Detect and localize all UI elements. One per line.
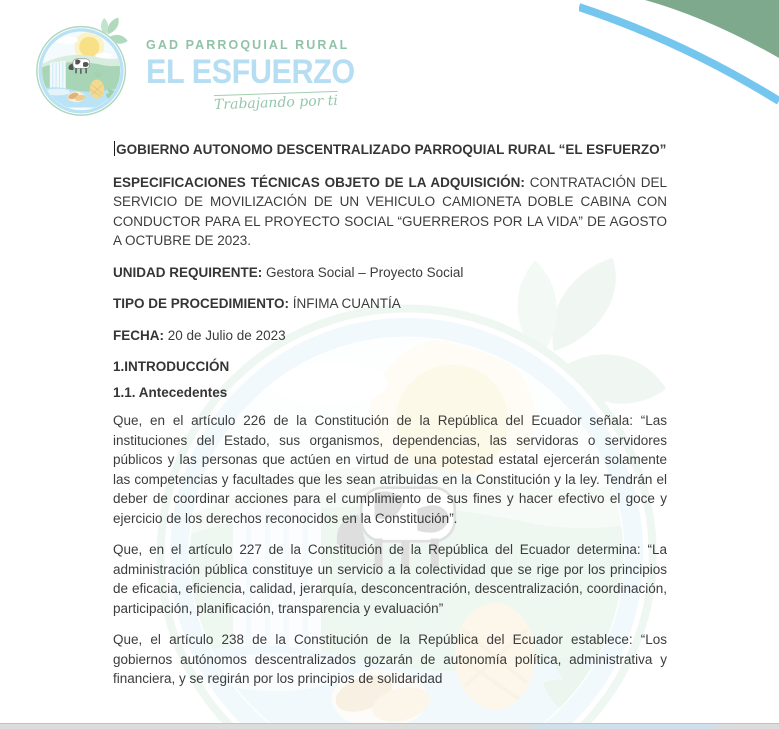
- parish-emblem-icon: [35, 17, 132, 119]
- text-cursor: [114, 141, 116, 156]
- field-fecha: [113, 326, 667, 346]
- object-label: ESPECIFICACIONES TÉCNICAS OBJETO DE LA ADQUISICIÓN:: [113, 174, 525, 190]
- corner-decoration: [579, 0, 779, 112]
- paragraph-articulo-226: Que, en el artículo 226 de la Constitución de la República del Ecuador señala: “Las instituciones del Estado, sus organismos, dependencias, las servidoras o servidores públicos y las personas que actúen en virtud de una potestad estatal ejercerán solamente las competencias y facultades que les sean atribuidas en la Constitución y la ley. Tendrán el deber de coordinar acciones para el cumplimiento de sus fines y hacer efectivo el goce y ejercicio de los derechos reconocidos en la Constitución”.: [113, 413, 667, 526]
- bottom-edge-bar[interactable]: [0, 723, 779, 729]
- field-tipo-procedimiento: [113, 294, 667, 314]
- logo-org-line: GAD PARROQUIAL RURAL: [146, 38, 350, 52]
- field-value: Gestora Social – Proyecto Social: [262, 264, 464, 280]
- logo-wordmark: [146, 38, 355, 114]
- subsection-heading-antecedentes: 1.1. Antecedentes: [113, 384, 228, 400]
- object-text: CONTRATACIÓN DEL SERVICIO DE MOVILIZACIÓN DE UN VEHICULO CAMIONETA DOBLE CABINA CON CONDUCTOR PARA EL PROYECTO SOCIAL “GUERREROS POR LA VIDA” DE AGOSTO A OCTUBRE DE 2023.: [113, 174, 667, 248]
- logo-org-name: EL ESFUERZO: [146, 53, 355, 91]
- paragraph-articulo-227: Que, en el artículo 227 de la Constitución de la República del Ecuador determina: “La administración pública constituye un servicio a la colectividad que se rige por los principios de eficacia, eficiencia, calidad, jerarquía, desconcentración, descentralización, coordinación, participación, planificación, transparencia y evaluación”: [113, 542, 667, 616]
- field-label: TIPO DE PROCEDIMIENTO:: [113, 296, 290, 311]
- paragraph-articulo-238: Que, el artículo 238 de la Constitución de la República del Ecuador establece: “Los gobiernos autónomos descentralizados gozarán de autonomía política, administrativa y financiera, y se regirán por los principios de solidaridad: [113, 632, 667, 686]
- document-title: GOBIERNO AUTONOMO DESCENTRALIZADO PARROQUIAL RURAL “EL ESFUERZO”: [113, 140, 667, 160]
- section-heading-introduccion: 1.INTRODUCCIÓN: [113, 359, 230, 374]
- field-label: UNIDAD REQUIRENTE:: [113, 264, 263, 280]
- logo-tagline: Trabajando por ti: [213, 92, 339, 114]
- header-logo: [0, 0, 400, 130]
- field-unidad-requirente: [113, 263, 667, 283]
- corner-green-shape: [645, 0, 779, 58]
- document-body[interactable]: [113, 140, 667, 701]
- field-value: 20 de Julio de 2023: [164, 327, 286, 343]
- field-value: ÍNFIMA CUANTÍA: [289, 296, 401, 311]
- field-label: FECHA:: [113, 327, 164, 343]
- object-paragraph: [113, 173, 667, 251]
